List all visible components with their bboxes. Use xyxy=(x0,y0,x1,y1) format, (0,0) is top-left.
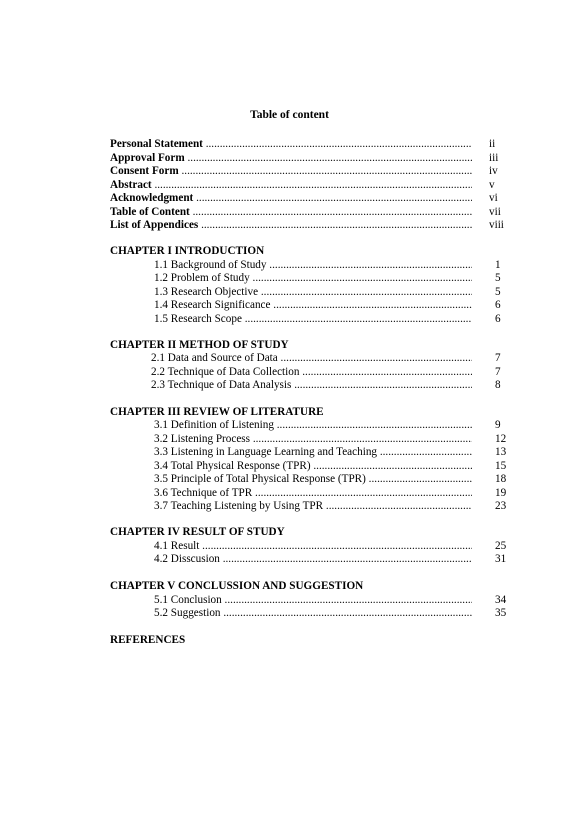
toc-entry-label: 2.1 Data and Source of Data ..... xyxy=(151,351,472,365)
chapter-heading[interactable]: CHAPTER II METHOD OF STUDY xyxy=(110,338,289,351)
toc-entry[interactable] xyxy=(110,151,503,165)
toc-entry[interactable] xyxy=(110,218,503,232)
toc-entry-label: Consent Form ..... xyxy=(110,164,472,178)
toc-entry-page: 7 xyxy=(495,352,501,364)
toc-entry-page: iii xyxy=(489,151,499,164)
toc-entry[interactable] xyxy=(151,365,544,379)
toc-entry-label: 3.2 Listening Process ..... xyxy=(154,432,472,446)
toc-entry-label: 3.3 Listening in Language Learning and Teaching ..... xyxy=(154,445,472,459)
toc-entry-page: v xyxy=(489,178,495,191)
toc-entry-label: 5.2 Suggestion ..... xyxy=(154,606,472,620)
toc-entry-label: 5.1 Conclusion ..... xyxy=(154,593,472,607)
toc-entry-label: Abstract ..... xyxy=(110,178,472,192)
toc-entry-page: 34 xyxy=(495,593,507,606)
toc-entry-page: 8 xyxy=(495,379,501,391)
toc-entry[interactable] xyxy=(154,606,547,620)
toc-entry[interactable] xyxy=(154,552,547,566)
toc-entry[interactable] xyxy=(154,312,547,326)
toc-entry-page: 23 xyxy=(495,500,507,512)
toc-entry-label: Table of Content ..... xyxy=(110,205,472,219)
toc-entry-page: 7 xyxy=(495,365,501,378)
toc-entry-page: viii xyxy=(489,219,504,231)
toc-entry[interactable] xyxy=(154,298,547,312)
toc-entry-label: 4.1 Result ..... xyxy=(154,539,472,553)
toc-entry-page: 5 xyxy=(495,272,501,284)
toc-entry-page: 9 xyxy=(495,419,501,431)
toc-entry-label: 1.3 Research Objective ..... xyxy=(154,285,472,299)
toc-entry[interactable] xyxy=(154,445,547,459)
toc-entry-page: iv xyxy=(489,165,498,177)
toc-entry[interactable] xyxy=(154,285,547,299)
toc-entry-label: 3.1 Definition of Listening ..... xyxy=(154,418,472,432)
toc-entry-page: 31 xyxy=(495,553,507,565)
toc-entry[interactable] xyxy=(154,459,547,473)
toc-entry-page: 19 xyxy=(495,486,507,499)
toc-entry-label: 2.3 Technique of Data Analysis ..... xyxy=(151,378,472,392)
chapter-heading[interactable]: CHAPTER IV RESULT OF STUDY xyxy=(110,526,285,538)
toc-entry[interactable] xyxy=(154,472,547,486)
toc-entry-page: 12 xyxy=(495,432,507,445)
toc-entry-label: 3.6 Technique of TPR ..... xyxy=(154,486,472,500)
toc-entry-label: 3.5 Principle of Total Physical Response (TPR) ..... xyxy=(154,472,472,486)
toc-entry-page: 13 xyxy=(495,446,507,458)
page-title: Table of content xyxy=(250,109,329,121)
toc-entry-page: 6 xyxy=(495,299,501,311)
toc-entry[interactable] xyxy=(110,205,503,219)
toc-entry[interactable] xyxy=(110,137,503,151)
chapter-heading[interactable]: CHAPTER III REVIEW OF LITERATURE xyxy=(110,405,324,418)
toc-entry-page: 25 xyxy=(495,539,507,552)
toc-entry-label: 1.5 Research Scope ..... xyxy=(154,312,472,326)
toc-entry-page: 35 xyxy=(495,607,507,619)
toc-entry-label: 3.7 Teaching Listening by Using TPR ..... xyxy=(154,499,472,513)
toc-entry-label: 1.2 Problem of Study ..... xyxy=(154,271,472,285)
toc-entry-page: vii xyxy=(489,205,501,218)
toc-entry-page: 1 xyxy=(495,258,501,271)
toc-entry-page: ii xyxy=(489,138,496,150)
toc-entry-label: 4.2 Disscusion ..... xyxy=(154,552,472,566)
toc-entry-page: 18 xyxy=(495,473,507,485)
toc-entry[interactable] xyxy=(110,191,503,205)
toc-entry[interactable] xyxy=(154,258,547,272)
toc-entry-label: 1.1 Background of Study ..... xyxy=(154,258,472,272)
chapter-heading[interactable]: CHAPTER V CONCLUSSION AND SUGGESTION xyxy=(110,580,364,592)
references-heading[interactable]: REFERENCES xyxy=(110,634,186,646)
toc-entry-page: 6 xyxy=(495,312,501,325)
toc-entry-label: 2.2 Technique of Data Collection ..... xyxy=(151,365,472,379)
toc-entry-label: Personal Statement ..... xyxy=(110,137,472,151)
toc-entry-label: Approval Form ..... xyxy=(110,151,472,165)
toc-entry[interactable] xyxy=(154,271,547,285)
toc-entry[interactable] xyxy=(110,178,503,192)
toc-entry[interactable] xyxy=(154,539,547,553)
toc-entry-page: vi xyxy=(489,192,498,204)
toc-entry[interactable] xyxy=(154,418,547,432)
toc-entry-label: Acknowledgment ..... xyxy=(110,191,472,205)
toc-entry[interactable] xyxy=(110,164,503,178)
toc-entry-page: 5 xyxy=(495,285,501,298)
toc-entry-page: 15 xyxy=(495,459,507,472)
chapter-heading[interactable]: CHAPTER I INTRODUCTION xyxy=(110,245,265,257)
toc-entry[interactable] xyxy=(151,378,544,392)
toc-entry[interactable] xyxy=(154,486,547,500)
toc-entry-label: List of Appendices ..... xyxy=(110,218,472,232)
toc-entry[interactable] xyxy=(154,593,547,607)
toc-entry-label: 3.4 Total Physical Response (TPR) ..... xyxy=(154,459,472,473)
toc-entry[interactable] xyxy=(154,432,547,446)
toc-entry[interactable] xyxy=(151,351,544,365)
toc-entry-label: 1.4 Research Significance ..... xyxy=(154,298,472,312)
toc-entry[interactable] xyxy=(154,499,547,513)
